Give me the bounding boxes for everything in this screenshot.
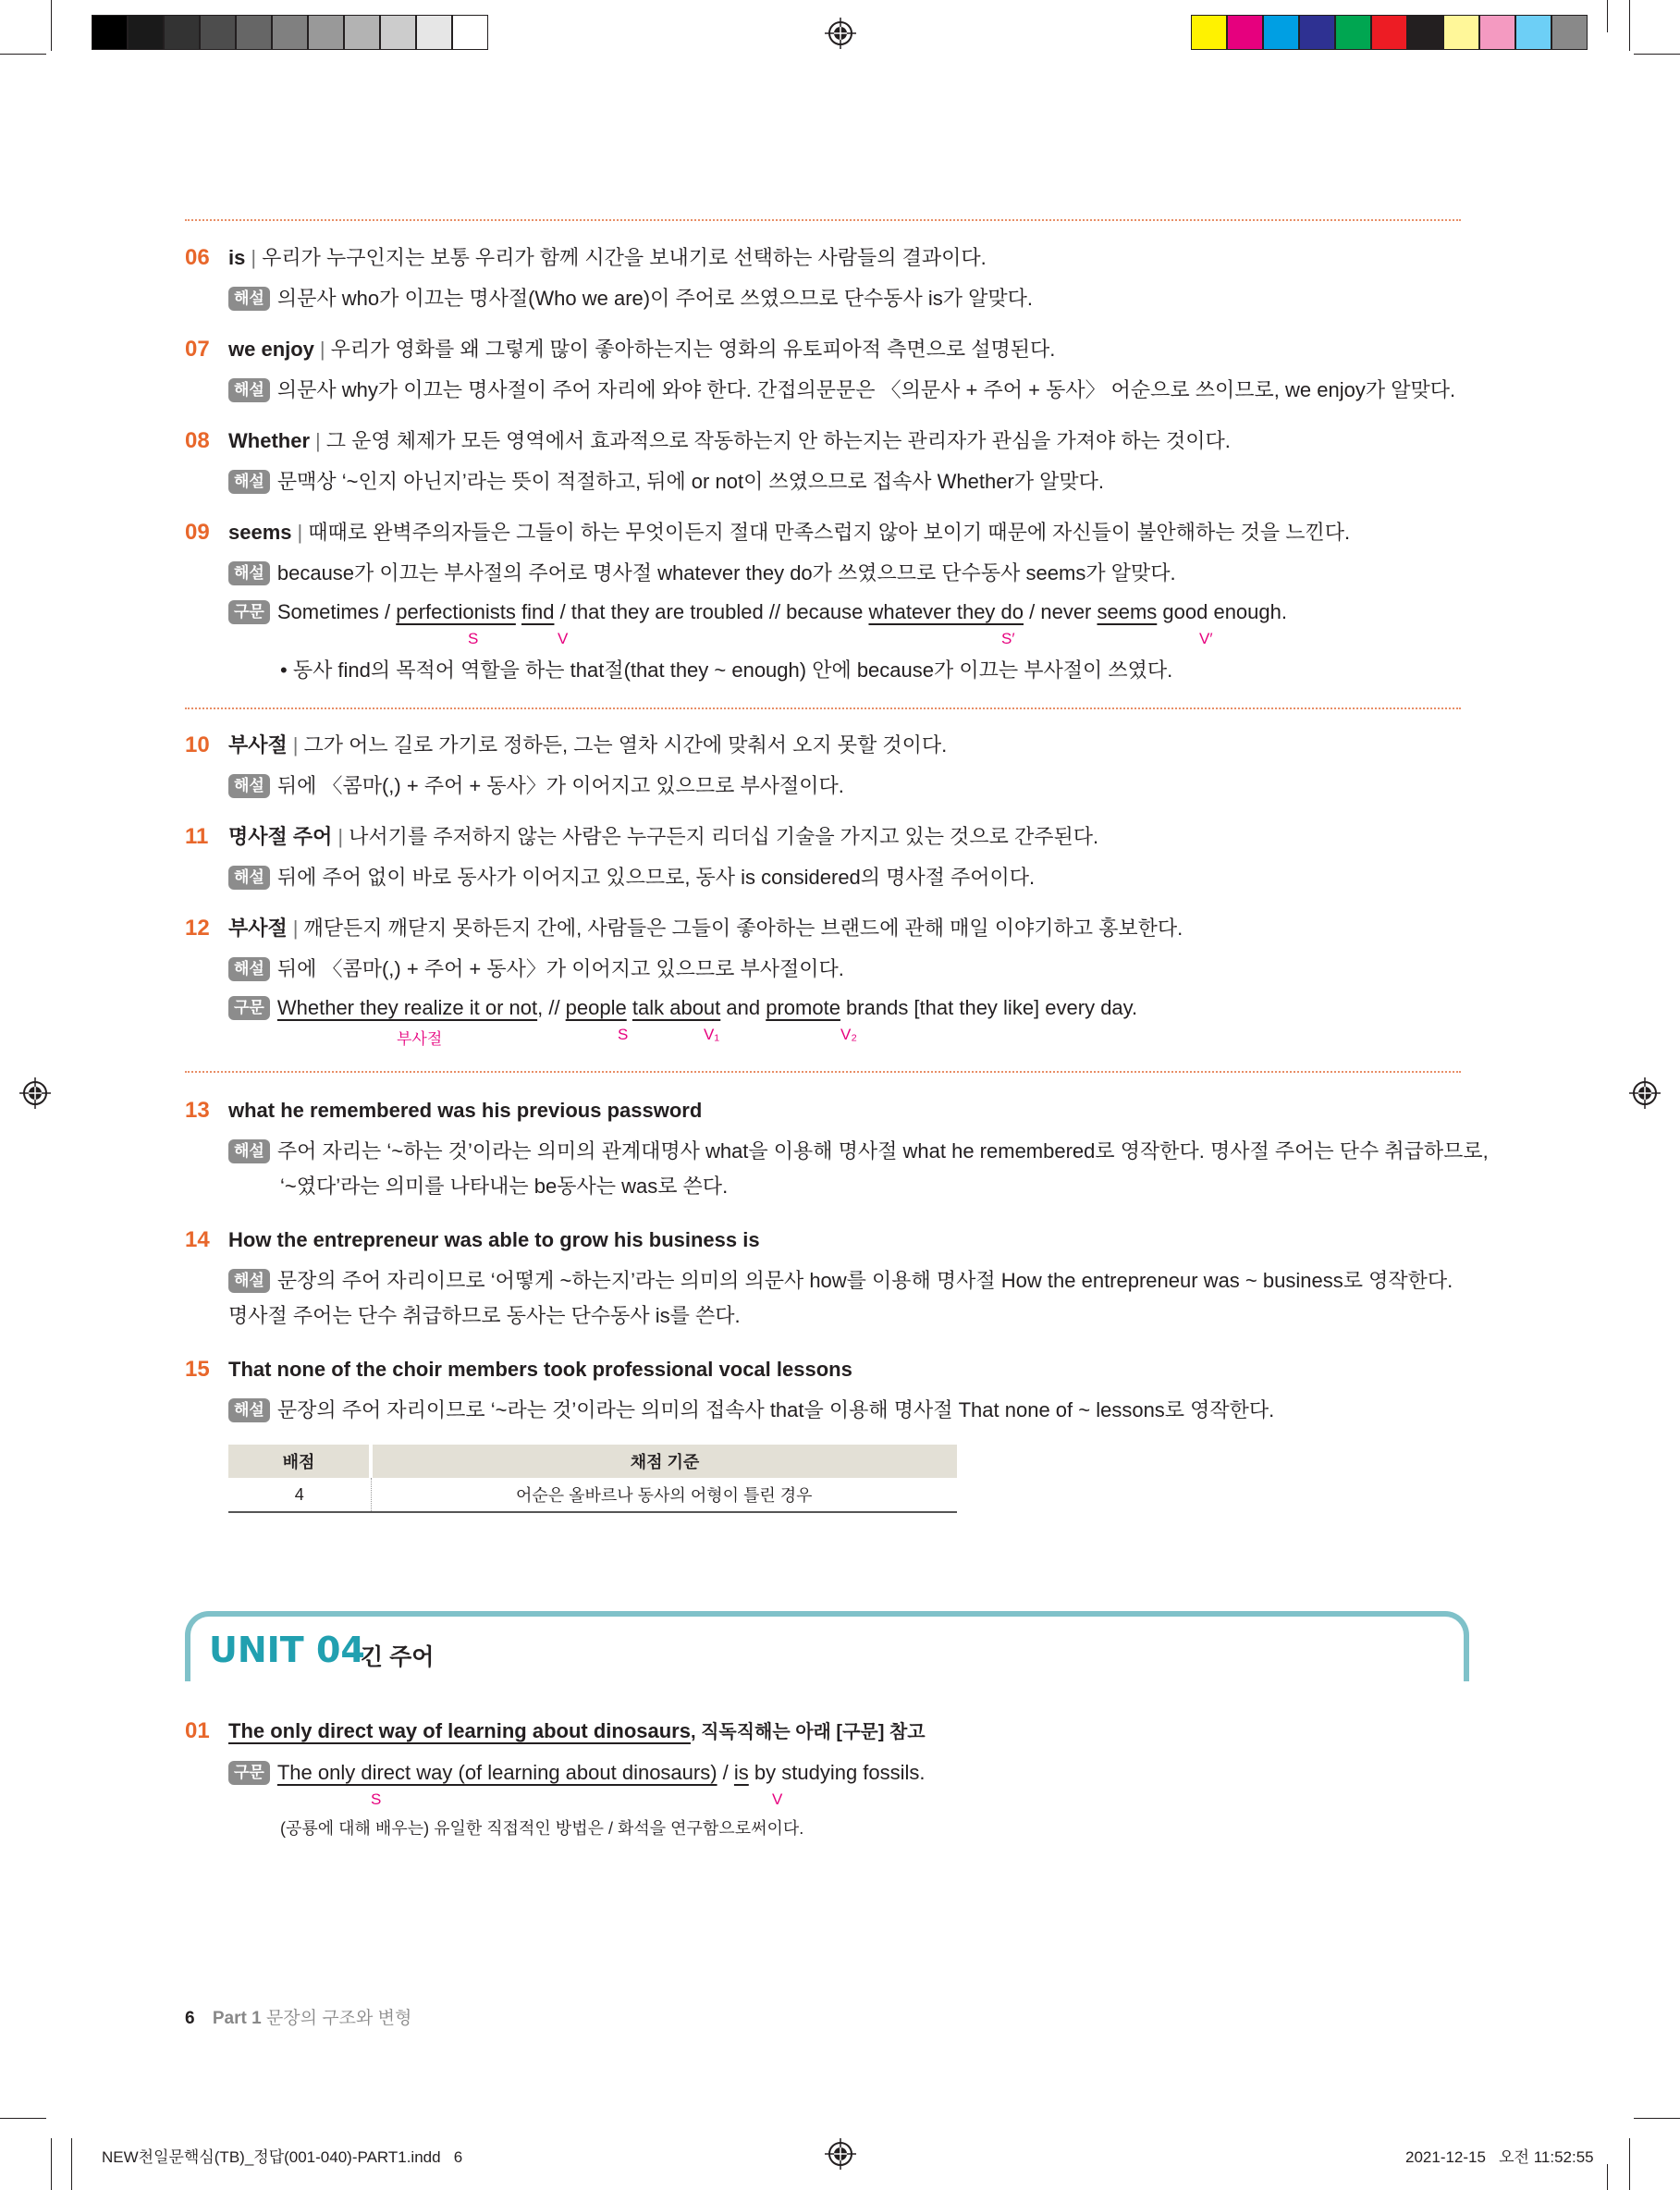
item-number: 06 bbox=[185, 245, 210, 270]
item-line: Whether | 그 운영 체제가 모든 영역에서 효과적으로 작동하는지 안 하는지는 관리자가 관심을 가져야 하는 것이다. bbox=[228, 429, 1231, 452]
explanation-text: 뒤에 〈콤마(,) + 주어 + 동사〉가 이어지고 있으므로 부사절이다. bbox=[276, 957, 844, 980]
syntax-subject: people bbox=[565, 996, 627, 1019]
explanation-text: because가 이끄는 부사절의 주어로 명사절 whatever they do가 쓰였으므로 단수동사 seems가 알맞다. bbox=[276, 561, 1176, 584]
explanation-badge: 해설 bbox=[228, 470, 270, 494]
syntax-label: S bbox=[468, 630, 479, 647]
explanation-text: 문장의 주어 자리이므로 ‘어떻게 ~하는지’라는 의미의 의문사 how를 이용해 명사절 How the entrepreneur was ~ business로 영작한다. bbox=[276, 1269, 1453, 1292]
color-swatch bbox=[1551, 15, 1588, 50]
gray-swatch bbox=[92, 15, 128, 50]
item-translation: 우리가 영화를 왜 그렇게 많이 좋아하는지는 영화의 유토피아적 측면으로 설명된다. bbox=[330, 338, 1056, 361]
color-swatch bbox=[1191, 15, 1227, 50]
item-answer: what he remembered was his previous password bbox=[228, 1099, 703, 1122]
gray-swatch bbox=[272, 15, 308, 50]
syntax-badge: 구문 bbox=[228, 1761, 270, 1785]
item-line: seems | 때때로 완벽주의자들은 그들이 하는 무엇이든지 절대 만족스럽지 않아 보이기 때문에 자신들이 불안해하는 것을 느낀다. bbox=[228, 521, 1351, 544]
section-divider bbox=[185, 219, 1461, 221]
syntax-text: Sometimes / bbox=[276, 600, 397, 623]
item-number: 11 bbox=[185, 824, 209, 849]
color-swatch bbox=[1335, 15, 1371, 50]
syntax-line bbox=[228, 1759, 926, 1787]
syntax-label: S′ bbox=[1001, 630, 1015, 647]
item-number: 15 bbox=[185, 1357, 210, 1382]
syntax-verb: find bbox=[521, 600, 555, 623]
gray-swatch bbox=[164, 15, 200, 50]
item-number: 07 bbox=[185, 337, 210, 362]
item-answer: How the entrepreneur was able to grow his business is bbox=[228, 1228, 760, 1251]
item-translation: 깨닫든지 깨닫지 못하든지 간에, 사람들은 그들이 좋아하는 브랜드에 관해 매일 이야기하고 홍보한다. bbox=[303, 917, 1183, 940]
color-swatch bbox=[1263, 15, 1299, 50]
syntax-line bbox=[228, 598, 1287, 626]
gray-swatch bbox=[416, 15, 452, 50]
explanation-line bbox=[228, 560, 1176, 587]
item-number: 12 bbox=[185, 916, 210, 941]
syntax-text: by studying fossils. bbox=[748, 1761, 926, 1784]
explanation-badge: 해설 bbox=[228, 561, 270, 585]
syntax-verb: talk about bbox=[632, 996, 721, 1019]
file-slug: NEW천일문핵심(TB)_정답(001-040)-PART1.indd 6 bbox=[102, 2148, 463, 2166]
item-translation: 나서기를 주저하지 않는 사람은 누구든지 리더십 기술을 가지고 있는 것으로 간주된다. bbox=[349, 825, 1099, 848]
item-answer: seems bbox=[228, 521, 292, 544]
syntax-label: V′ bbox=[1199, 630, 1213, 647]
syntax-label: S bbox=[371, 1790, 382, 1808]
gray-swatch bbox=[344, 15, 380, 50]
explanation-continued: ‘~였다’라는 의미를 나타내는 be동사는 was로 쓴다. bbox=[280, 1175, 729, 1198]
page-footer bbox=[185, 2004, 411, 2029]
syntax-label: V₂ bbox=[840, 1026, 857, 1043]
syntax-label: V₁ bbox=[704, 1026, 720, 1043]
color-swatch bbox=[1227, 15, 1263, 50]
syntax-verb: promote bbox=[766, 996, 840, 1019]
item-line: is | 우리가 누구인지는 보통 우리가 함께 시간을 보내기로 선택하는 사람들의 결과이다. bbox=[228, 246, 987, 269]
explanation-badge: 해설 bbox=[228, 866, 270, 890]
item-answer: The only direct way of learning about dinosaurs bbox=[228, 1719, 691, 1742]
section-divider bbox=[185, 1071, 1461, 1073]
registration-mark-icon bbox=[825, 18, 856, 49]
registration-mark-icon bbox=[19, 1077, 51, 1109]
syntax-text: and bbox=[720, 996, 766, 1019]
item-answer: is bbox=[228, 246, 246, 269]
item-line bbox=[228, 1226, 760, 1254]
item-answer: That none of the choir members took professional vocal lessons bbox=[228, 1358, 852, 1381]
color-swatch bbox=[1299, 15, 1335, 50]
explanation-continued: 명사절 주어는 단수 취급하므로 동사는 단수동사 is를 쓴다. bbox=[228, 1304, 741, 1327]
explanation-badge: 해설 bbox=[228, 774, 270, 798]
syntax-verb: is bbox=[733, 1761, 749, 1784]
explanation-text: 뒤에 주어 없이 바로 동사가 이어지고 있으므로, 동사 is considered의 명사절 주어이다. bbox=[276, 866, 1036, 889]
item-translation: 우리가 누구인지는 보통 우리가 함께 시간을 보내기로 선택하는 사람들의 결과이다. bbox=[262, 246, 987, 269]
item-line: 명사절 주어 | 나서기를 주저하지 않는 사람은 누구든지 리더십 기술을 가지고 있는 것으로 간주된다. bbox=[228, 825, 1099, 848]
item-answer: 부사절 bbox=[228, 733, 288, 757]
syntax-subject: The only direct way (of learning about dinosaurs) bbox=[276, 1761, 717, 1784]
explanation-text: 뒤에 〈콤마(,) + 주어 + 동사〉가 이어지고 있으므로 부사절이다. bbox=[276, 774, 844, 797]
unit-title: UNIT 04 bbox=[209, 1630, 365, 1670]
explanation-badge: 해설 bbox=[228, 287, 270, 311]
explanation-line bbox=[228, 772, 844, 800]
item-number: 13 bbox=[185, 1098, 210, 1123]
explanation-text: 문맥상 ‘~인지 아닌지’라는 뜻이 적절하고, 뒤에 or not이 쓰였으므로 접속사 Whether가 알맞다. bbox=[276, 470, 1105, 493]
item-line bbox=[228, 1097, 702, 1125]
explanation-line bbox=[228, 1138, 1489, 1165]
syntax-verb: seems bbox=[1097, 600, 1158, 623]
item-number: 08 bbox=[185, 428, 210, 453]
gray-swatch bbox=[308, 15, 344, 50]
syntax-translation: (공룡에 대해 배우는) 유일한 직접적인 방법은 / 화석을 연구함으로써이다. bbox=[280, 1819, 804, 1838]
bullet-note: • 동사 find의 목적어 역할을 하는 that절(that they ~ enough) 안에 because가 이끄는 부사절이 쓰였다. bbox=[280, 658, 1173, 682]
syntax-subject: whatever they do bbox=[868, 600, 1024, 623]
item-line: 부사절 | 그가 어느 길로 가기로 정하든, 그는 열차 시간에 맞춰서 오지 못할 것이다. bbox=[228, 733, 948, 757]
explanation-line bbox=[228, 1396, 1274, 1424]
explanation-line bbox=[228, 1267, 1453, 1295]
syntax-subject: perfectionists bbox=[396, 600, 516, 623]
color-swatch bbox=[1371, 15, 1407, 50]
syntax-label: S bbox=[618, 1026, 629, 1043]
section-divider bbox=[185, 707, 1461, 709]
gray-swatch bbox=[236, 15, 272, 50]
item-answer-note: , 직독직해는 아래 [구문] 참고 bbox=[690, 1722, 926, 1742]
gray-swatch bbox=[452, 15, 488, 50]
scoring-table bbox=[228, 1445, 957, 1513]
color-swatch bbox=[1443, 15, 1479, 50]
syntax-text: / that they are troubled // because bbox=[554, 600, 869, 623]
item-translation: 그가 어느 길로 가기로 정하든, 그는 열차 시간에 맞춰서 오지 못할 것이다. bbox=[303, 733, 948, 757]
explanation-line bbox=[228, 376, 1455, 404]
unit-subtitle: 긴 주어 bbox=[361, 1644, 435, 1670]
explanation-line bbox=[228, 285, 1033, 313]
item-number: 09 bbox=[185, 520, 210, 545]
scoring-header-points: 배점 bbox=[228, 1445, 371, 1478]
color-swatch bbox=[1515, 15, 1551, 50]
item-answer: 부사절 bbox=[228, 917, 288, 940]
color-swatch bbox=[1479, 15, 1515, 50]
part-label: Part 1 bbox=[212, 2009, 262, 2028]
item-answer: Whether bbox=[228, 429, 310, 452]
registration-mark-icon bbox=[1629, 1077, 1661, 1109]
scoring-criteria: 어순은 올바르나 동사의 어형이 틀린 경우 bbox=[371, 1478, 957, 1512]
color-swatch bbox=[1407, 15, 1443, 50]
gray-swatch bbox=[380, 15, 416, 50]
scoring-header-criteria: 채점 기준 bbox=[371, 1445, 957, 1478]
explanation-line bbox=[228, 864, 1035, 892]
explanation-badge: 해설 bbox=[228, 957, 270, 981]
item-line: we enjoy | 우리가 영화를 왜 그렇게 많이 좋아하는지는 영화의 유토피아적 측면으로 설명된다. bbox=[228, 338, 1056, 361]
explanation-text: 의문사 who가 이끄는 명사절(Who we are)이 주어로 쓰였으므로 단수동사 is가 알맞다. bbox=[276, 287, 1033, 310]
explanation-text: 주어 자리는 ‘~하는 것’이라는 의미의 관계대명사 what을 이용해 명사절 what he remembered로 영작한다. 명사절 주어는 단수 취급하므로, bbox=[276, 1139, 1489, 1163]
syntax-badge: 구문 bbox=[228, 600, 270, 624]
syntax-text: / bbox=[717, 1761, 734, 1784]
syntax-label: V bbox=[558, 630, 569, 647]
syntax-line bbox=[228, 994, 1137, 1022]
item-line: 부사절 | 깨닫든지 깨닫지 못하든지 간에, 사람들은 그들이 좋아하는 브랜드에 관해 매일 이야기하고 홍보한다. bbox=[228, 917, 1183, 940]
explanation-badge: 해설 bbox=[228, 1398, 270, 1422]
syntax-clause: Whether they realize it or not bbox=[276, 996, 538, 1019]
explanation-badge: 해설 bbox=[228, 378, 270, 402]
item-translation: 그 운영 체제가 모든 영역에서 효과적으로 작동하는지 안 하는지는 관리자가 관심을 가져야 하는 것이다. bbox=[325, 429, 1231, 452]
explanation-text: 의문사 why가 이끄는 명사절이 주어 자리에 와야 한다. 간접의문문은 〈의문사 + 주어 + 동사〉 어순으로 쓰이므로, we enjoy가 알맞다. bbox=[276, 378, 1456, 401]
explanation-badge: 해설 bbox=[228, 1139, 270, 1163]
explanation-line bbox=[228, 955, 844, 983]
page-number: 6 bbox=[185, 2009, 195, 2028]
syntax-text: , // bbox=[537, 996, 566, 1019]
syntax-badge: 구문 bbox=[228, 996, 270, 1020]
item-number: 01 bbox=[185, 1718, 210, 1743]
registration-mark-icon bbox=[825, 2138, 856, 2170]
item-number: 10 bbox=[185, 732, 210, 757]
explanation-badge: 해설 bbox=[228, 1269, 270, 1293]
table-row bbox=[228, 1478, 957, 1512]
scoring-points: 4 bbox=[228, 1478, 371, 1512]
gray-swatch bbox=[128, 15, 164, 50]
syntax-text: good enough. bbox=[1157, 600, 1287, 623]
syntax-text: brands [that they like] every day. bbox=[840, 996, 1138, 1019]
item-answer: 명사절 주어 bbox=[228, 825, 333, 848]
print-timestamp: 2021-12-15 오전 11:52:55 bbox=[1405, 2148, 1594, 2166]
item-number: 14 bbox=[185, 1227, 210, 1252]
part-title: 문장의 구조와 변형 bbox=[265, 2009, 412, 2028]
item-answer: we enjoy bbox=[228, 338, 314, 361]
explanation-text: 문장의 주어 자리이므로 ‘~라는 것’이라는 의미의 접속사 that을 이용해 명사절 That none of ~ lessons로 영작한다. bbox=[276, 1398, 1275, 1421]
syntax-text: / never bbox=[1024, 600, 1098, 623]
item-line bbox=[228, 1717, 926, 1746]
item-line bbox=[228, 1356, 852, 1384]
item-translation: 때때로 완벽주의자들은 그들이 하는 무엇이든지 절대 만족스럽지 않아 보이기 때문에 자신들이 불안해하는 것을 느낀다. bbox=[308, 521, 1351, 544]
explanation-line bbox=[228, 468, 1104, 496]
syntax-label: V bbox=[772, 1790, 783, 1808]
gray-swatch bbox=[200, 15, 236, 50]
syntax-label: 부사절 bbox=[397, 1030, 443, 1048]
